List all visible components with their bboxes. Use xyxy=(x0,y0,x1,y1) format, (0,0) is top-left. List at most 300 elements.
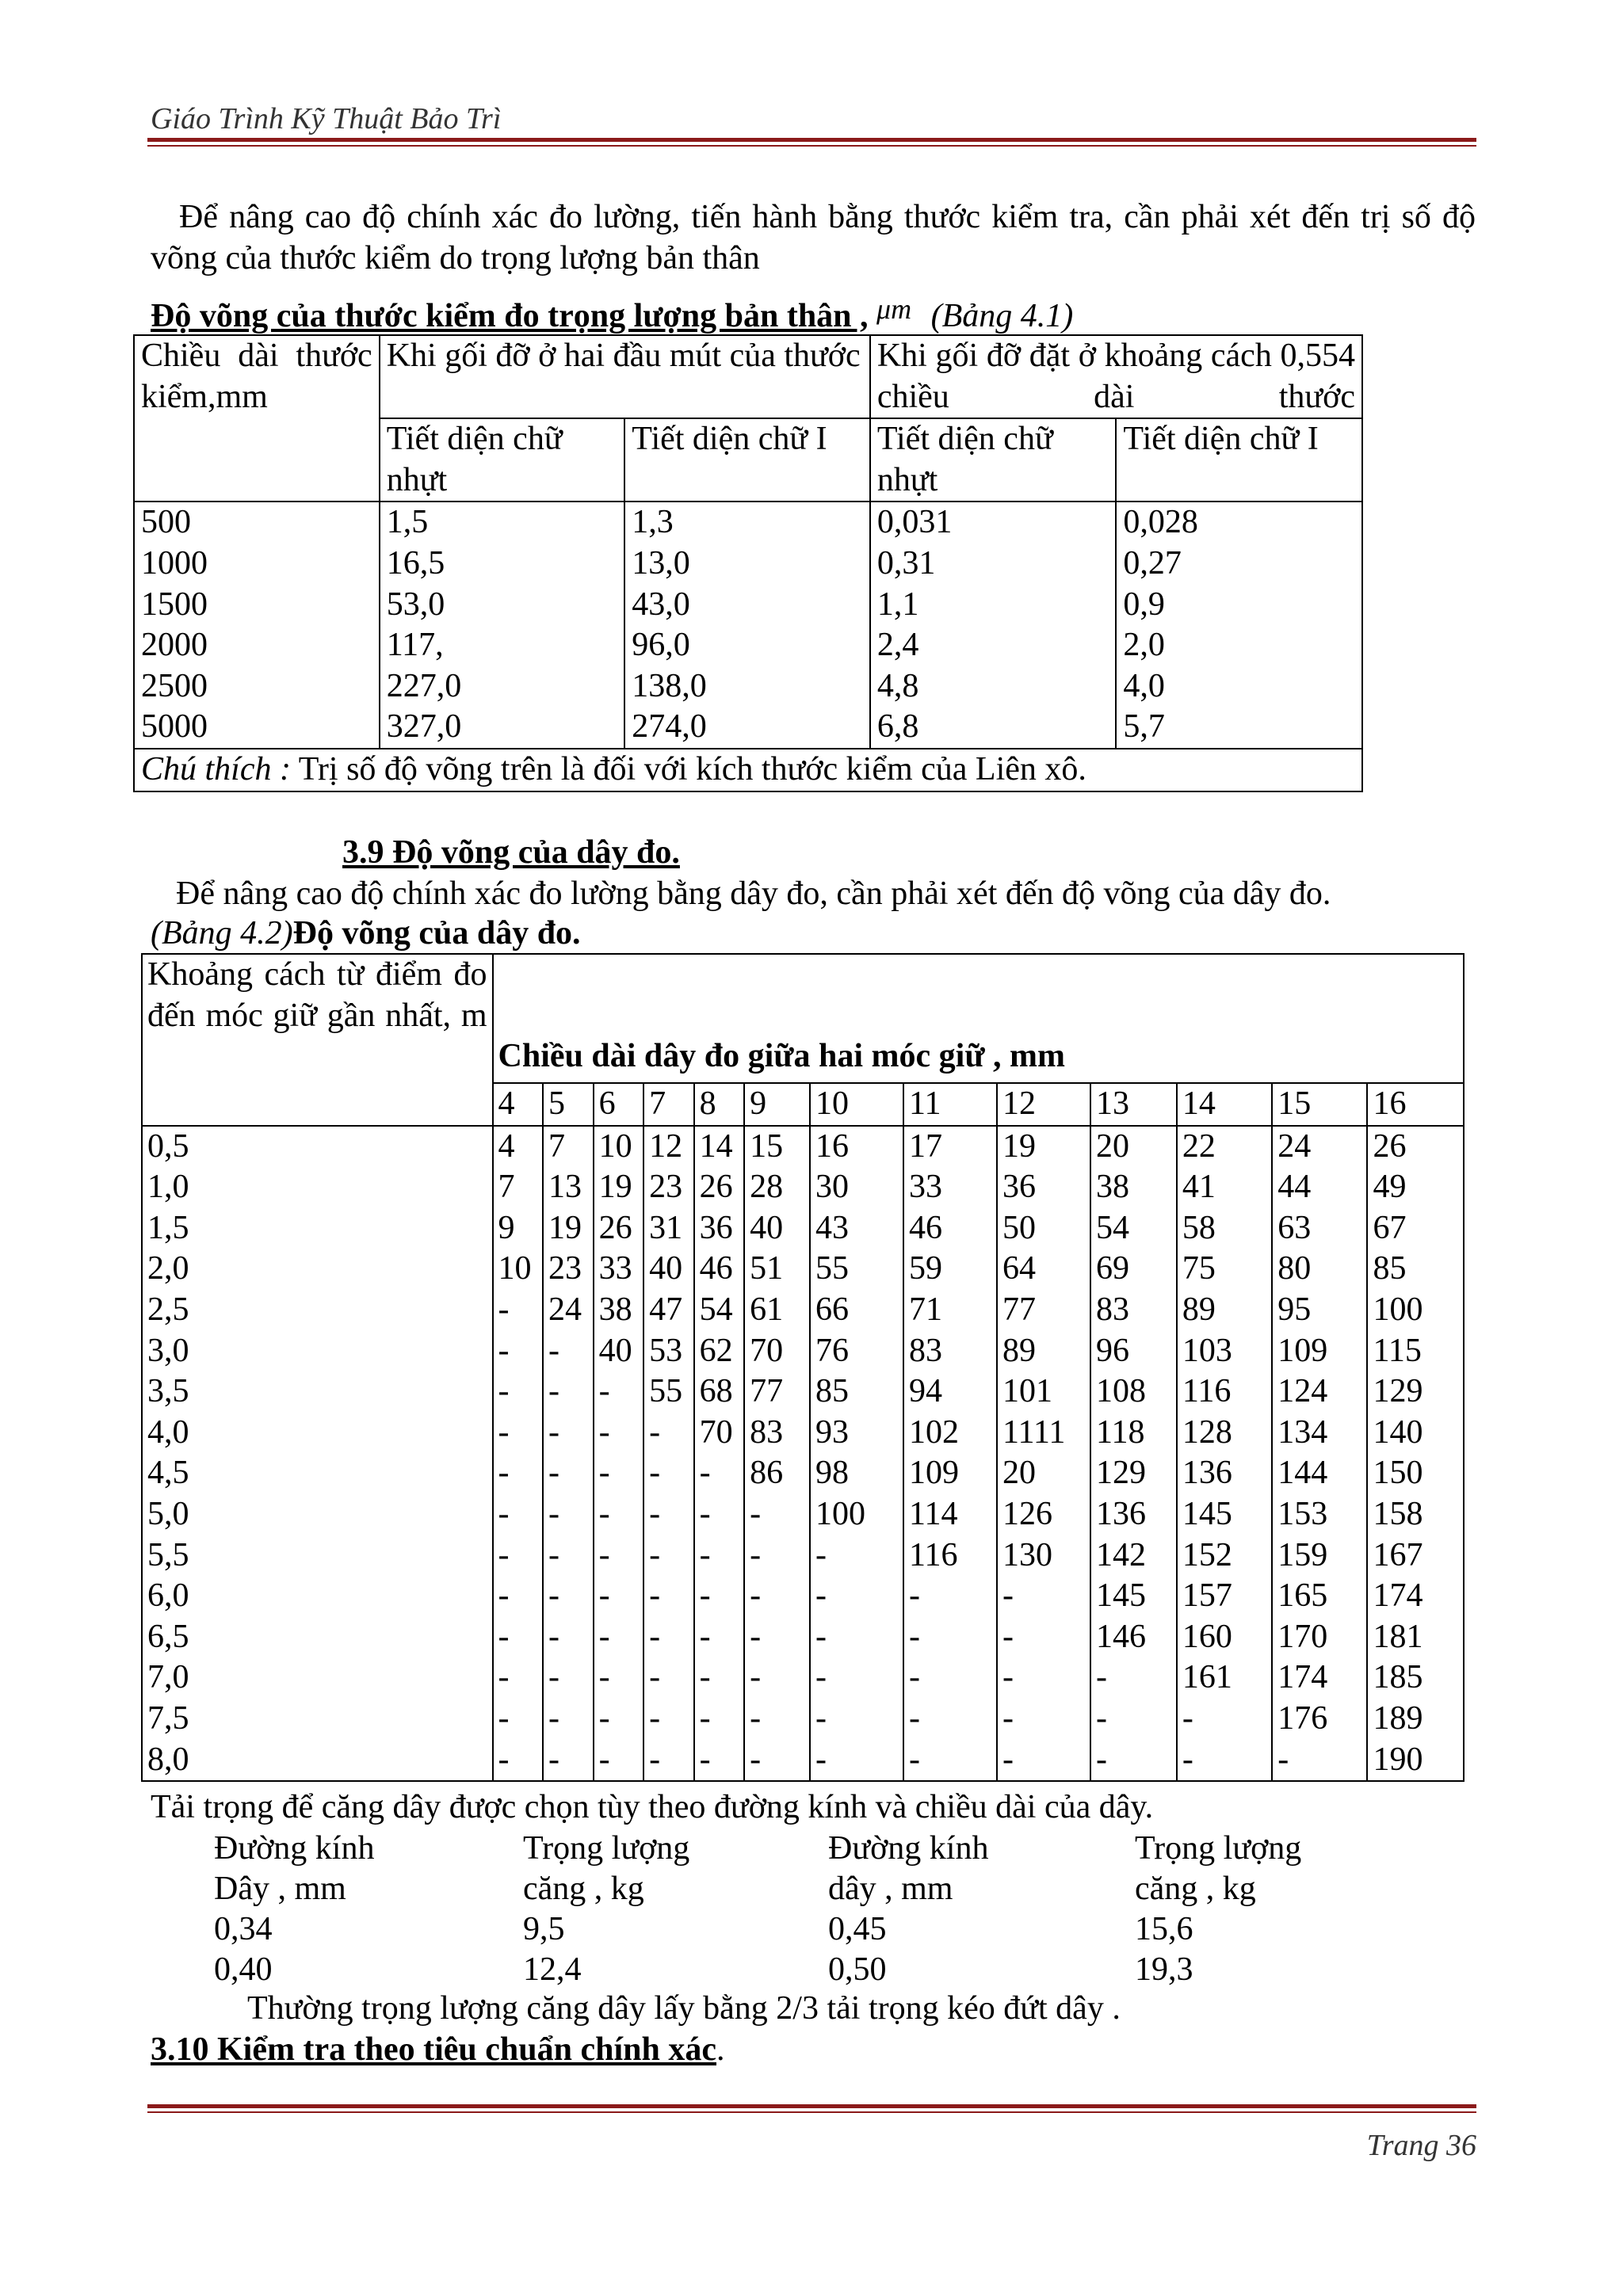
t2-cell: 129 xyxy=(1096,1455,1146,1492)
t1-cell: 4,8 xyxy=(876,667,919,704)
t2-cell: 41 xyxy=(1182,1169,1216,1206)
intro-paragraph: Để nâng cao độ chính xác đo lường, tiến hành bằng thước kiểm tra, cần phải xét đến trị số độ võng của thước kiểm do trọng lượng bản thân xyxy=(151,199,1476,277)
t2-cell: 36 xyxy=(1002,1169,1036,1206)
table1-caption-ref: (Bảng 4.1) xyxy=(930,298,1074,334)
t2-cell: - xyxy=(750,1577,762,1615)
t2-cell: 115 xyxy=(1373,1332,1422,1369)
t2-cell: 19 xyxy=(548,1209,582,1246)
t2-cell: 12 xyxy=(649,1127,683,1165)
t2-cell: 70 xyxy=(699,1413,733,1451)
t2-cell: 144 xyxy=(1277,1455,1328,1492)
t2-cell: 68 xyxy=(699,1373,733,1410)
section-3-9-title: 3.9 Độ võng của dây đo. xyxy=(342,834,680,871)
t2-distance: 8,0 xyxy=(147,1741,189,1778)
t2-cell: 46 xyxy=(909,1209,942,1246)
table-sag-ruler xyxy=(133,334,1363,792)
t2-cell: - xyxy=(548,1373,560,1410)
t1-note-text: Trị số độ võng trên là đối với kích thước kiểm của Liên xô. xyxy=(298,750,1086,788)
t2-cell: 19 xyxy=(1002,1127,1036,1165)
t2-cell: 67 xyxy=(1373,1209,1407,1246)
load-cell: dây , mm xyxy=(828,1871,953,1907)
t1-mid-rect-values xyxy=(877,502,1109,748)
t2-cell: 26 xyxy=(598,1209,632,1246)
t2-cell: 69 xyxy=(1096,1250,1129,1287)
t2-cell: 145 xyxy=(1182,1495,1232,1532)
t2-value-col xyxy=(594,1126,644,1782)
t2-distance-col xyxy=(142,1126,493,1782)
t2-cell: 174 xyxy=(1373,1577,1423,1615)
section-3-10-dot: . xyxy=(716,2031,725,2068)
t2-cell: - xyxy=(498,1699,510,1737)
t2-cell: 33 xyxy=(598,1250,632,1287)
t2-cell: - xyxy=(909,1699,920,1737)
t2-cell: - xyxy=(548,1495,560,1532)
t2-cell: - xyxy=(498,1291,510,1328)
footer-rule-thin xyxy=(147,2111,1476,2113)
t2-cell: - xyxy=(649,1618,661,1655)
t2-cell: - xyxy=(598,1536,610,1573)
t1-cell: 43,0 xyxy=(632,585,690,623)
t2-cell: 136 xyxy=(1096,1495,1146,1532)
t1-cell: 0,9 xyxy=(1123,585,1165,623)
t2-row-header: Khoảng cách từ điểm đo đến móc giữ gần nhất, m xyxy=(142,954,493,1126)
t2-cell: 51 xyxy=(750,1250,784,1287)
t2-cell: 128 xyxy=(1182,1413,1232,1451)
t2-cell: - xyxy=(909,1659,920,1696)
t2-cell: 145 xyxy=(1096,1577,1146,1615)
t2-col-header: 13 xyxy=(1090,1083,1177,1126)
t2-distance: 1,0 xyxy=(147,1169,189,1206)
t2-cell: - xyxy=(548,1618,560,1655)
t2-value-col xyxy=(1367,1126,1464,1782)
t2-cell: 170 xyxy=(1277,1618,1328,1655)
t2-cell: - xyxy=(498,1577,510,1615)
t2-cell: - xyxy=(699,1577,711,1615)
t2-cell: 124 xyxy=(1277,1373,1328,1410)
t1-cell: 2,4 xyxy=(876,627,919,664)
t2-cell: 126 xyxy=(1002,1495,1052,1532)
t2-cell: 31 xyxy=(649,1209,683,1246)
t2-cell: 15 xyxy=(750,1127,784,1165)
t2-cell: - xyxy=(548,1455,560,1492)
t2-cell: 77 xyxy=(1002,1291,1036,1328)
micrometer-unit: μm xyxy=(876,293,912,325)
t1-col-length xyxy=(134,502,380,749)
t2-cell: 53 xyxy=(649,1332,683,1369)
t2-col-header: 8 xyxy=(694,1083,745,1126)
t2-cell: 114 xyxy=(909,1495,958,1532)
t2-cell: - xyxy=(498,1618,510,1655)
t2-cell: - xyxy=(498,1455,510,1492)
t1-cell: 274,0 xyxy=(632,708,707,746)
t2-cell: 136 xyxy=(1182,1455,1232,1492)
t2-cell: 152 xyxy=(1182,1536,1232,1573)
t2-cell: 28 xyxy=(750,1169,784,1206)
t2-cell: 89 xyxy=(1002,1332,1036,1369)
t2-cell: 50 xyxy=(1002,1209,1036,1246)
t2-value-col xyxy=(903,1126,997,1782)
t1-cell: 138,0 xyxy=(632,667,707,704)
t1-group-mid: Khi gối đỡ đặt ở khoảng cách 0,554 chiều dài thước xyxy=(870,335,1362,418)
t2-cell: 19 xyxy=(598,1169,632,1206)
t2-col-header: 10 xyxy=(810,1083,903,1126)
t1-cell: 0,028 xyxy=(1123,504,1198,541)
load-cell: Đường kính xyxy=(214,1830,375,1867)
t2-cell: - xyxy=(548,1699,560,1737)
t2-cell: 83 xyxy=(1096,1291,1129,1328)
t2-cell: - xyxy=(909,1741,920,1778)
t2-cell: - xyxy=(598,1699,610,1737)
t1-cell: 117, xyxy=(386,627,444,664)
t2-cell: 86 xyxy=(750,1455,784,1492)
load-cell: căng , kg xyxy=(1135,1871,1256,1907)
t1-ends-i-values xyxy=(632,502,863,748)
t2-cell: 40 xyxy=(598,1332,632,1369)
t2-cell: - xyxy=(699,1455,711,1492)
t2-cell: 140 xyxy=(1373,1413,1423,1451)
running-header: Giáo Trình Kỹ Thuật Bảo Trì xyxy=(151,102,502,135)
t2-cell: 47 xyxy=(649,1291,683,1328)
t2-value-col xyxy=(694,1126,745,1782)
t2-cell: - xyxy=(598,1413,610,1451)
t2-cell: - xyxy=(750,1741,762,1778)
t2-cell: 181 xyxy=(1373,1618,1423,1655)
t2-cell: 58 xyxy=(1182,1209,1216,1246)
t2-cell: 16 xyxy=(815,1127,849,1165)
t2-cell: - xyxy=(699,1699,711,1737)
t2-col-header: 11 xyxy=(903,1083,997,1126)
t2-cell: 189 xyxy=(1373,1699,1423,1737)
t2-value-col xyxy=(810,1126,903,1782)
t1-cell: 500 xyxy=(141,504,191,541)
t2-cell: - xyxy=(548,1741,560,1778)
table1-caption xyxy=(151,293,1074,335)
t1-sub-i-1: Tiết diện chữ I xyxy=(624,418,870,502)
t2-cell: 89 xyxy=(1182,1291,1216,1328)
t1-sub-rect-1: Tiết diện chữ nhựt xyxy=(380,418,625,502)
t2-cell: 40 xyxy=(750,1209,784,1246)
t2-cell: 109 xyxy=(909,1455,959,1492)
t2-cell: 59 xyxy=(909,1250,942,1287)
t1-cell: 53,0 xyxy=(386,585,445,623)
t2-distance: 0,5 xyxy=(147,1127,189,1165)
t2-cell: - xyxy=(498,1373,510,1410)
t2-cell: - xyxy=(598,1455,610,1492)
t2-cell: 55 xyxy=(815,1250,849,1287)
t2-cell: 10 xyxy=(598,1127,632,1165)
t1-cell: 1500 xyxy=(141,585,208,623)
t2-cell: 17 xyxy=(909,1127,942,1165)
t2-col-header: 6 xyxy=(594,1083,644,1126)
t2-cell: 44 xyxy=(1277,1169,1312,1206)
t2-cell: - xyxy=(598,1495,610,1532)
t2-cell: 26 xyxy=(1373,1127,1407,1165)
table1-caption-title: Độ võng của thước kiểm đo trọng lượng bản thân , xyxy=(151,298,869,334)
load-cell: 0,40 xyxy=(214,1951,273,1988)
t2-cell: 100 xyxy=(815,1495,865,1532)
t2-cell: 165 xyxy=(1277,1577,1328,1615)
t2-cell: 4 xyxy=(498,1127,515,1165)
t2-cell: - xyxy=(598,1618,610,1655)
t2-cell: 101 xyxy=(1002,1373,1052,1410)
t1-cell: 2500 xyxy=(141,667,208,704)
t2-cell: 76 xyxy=(815,1332,849,1369)
t2-cell: - xyxy=(1096,1699,1107,1737)
section-3-10 xyxy=(151,2031,724,2069)
t2-cell: 160 xyxy=(1182,1618,1232,1655)
t2-col-header: 5 xyxy=(543,1083,594,1126)
load-note: Thường trọng lượng căng dây lấy bằng 2/3 tải trọng kéo đứt dây . xyxy=(247,1990,1121,2027)
t2-cell: 1111 xyxy=(1002,1413,1066,1451)
t2-cell: 93 xyxy=(815,1413,849,1451)
load-cell: 0,50 xyxy=(828,1951,887,1988)
t1-cell: 5,7 xyxy=(1123,708,1165,746)
t2-cell: 49 xyxy=(1373,1169,1407,1206)
t1-cell: 1,5 xyxy=(386,504,429,541)
t1-cell: 5000 xyxy=(141,708,208,746)
t2-cell: 23 xyxy=(548,1250,582,1287)
t2-cell: - xyxy=(1002,1659,1014,1696)
t2-cell: - xyxy=(649,1659,661,1696)
t2-cell: - xyxy=(498,1413,510,1451)
t2-cell: 158 xyxy=(1373,1495,1423,1532)
t2-cell: 167 xyxy=(1373,1536,1423,1573)
t2-cell: - xyxy=(1002,1577,1014,1615)
t2-cell: - xyxy=(815,1699,827,1737)
t2-cell: - xyxy=(699,1741,711,1778)
t2-cell: - xyxy=(699,1536,711,1573)
t2-cell: - xyxy=(649,1577,661,1615)
t2-cell: - xyxy=(598,1741,610,1778)
t2-cell: 33 xyxy=(909,1169,942,1206)
t2-cell: 63 xyxy=(1277,1209,1312,1246)
t2-value-col xyxy=(1272,1126,1367,1782)
t2-distance: 4,5 xyxy=(147,1455,189,1492)
t2-cell: 20 xyxy=(1002,1455,1036,1492)
t2-cell: 98 xyxy=(815,1455,849,1492)
t2-col-header: 12 xyxy=(997,1083,1090,1126)
t2-value-col xyxy=(643,1126,694,1782)
t2-cell: 142 xyxy=(1096,1536,1146,1573)
t2-distance: 3,5 xyxy=(147,1373,189,1410)
t2-cell: 130 xyxy=(1002,1536,1052,1573)
t2-cell: 134 xyxy=(1277,1413,1328,1451)
t2-cell: 20 xyxy=(1096,1127,1129,1165)
t2-distance: 3,0 xyxy=(147,1332,189,1369)
t2-distance: 7,0 xyxy=(147,1659,189,1696)
t2-cell: 43 xyxy=(815,1209,849,1246)
t1-cell: 227,0 xyxy=(386,667,462,704)
t2-cell: 157 xyxy=(1182,1577,1232,1615)
t2-cell: 102 xyxy=(909,1413,959,1451)
t2-cell: - xyxy=(699,1495,711,1532)
t2-cell: 71 xyxy=(909,1291,942,1328)
t2-cell: 26 xyxy=(699,1169,733,1206)
t2-cell: - xyxy=(1182,1699,1193,1737)
t2-cell: 70 xyxy=(750,1332,784,1369)
t2-cell: - xyxy=(649,1413,661,1451)
t1-cell: 4,0 xyxy=(1123,667,1165,704)
t1-length-values xyxy=(141,502,372,748)
t2-distance: 4,0 xyxy=(147,1413,189,1451)
t2-cell: - xyxy=(548,1332,560,1369)
table2-caption xyxy=(151,914,581,952)
t2-cell: 100 xyxy=(1373,1291,1423,1328)
t2-distance: 5,0 xyxy=(147,1495,189,1532)
t1-note-label: Chú thích : xyxy=(141,750,291,788)
t2-cell: 109 xyxy=(1277,1332,1328,1369)
t2-cell: 54 xyxy=(699,1291,733,1328)
t2-cell: 66 xyxy=(815,1291,849,1328)
t2-cell: - xyxy=(1002,1699,1014,1737)
t2-col-header: 15 xyxy=(1272,1083,1367,1126)
t2-cell: - xyxy=(1182,1741,1193,1778)
t2-cell: 38 xyxy=(1096,1169,1129,1206)
t2-cell: - xyxy=(598,1577,610,1615)
t2-cell: 46 xyxy=(699,1250,733,1287)
t2-cell: 174 xyxy=(1277,1659,1328,1696)
t2-cell: - xyxy=(815,1618,827,1655)
t2-cell: 190 xyxy=(1373,1741,1423,1778)
t1-cell: 1,1 xyxy=(876,585,919,623)
t2-distance: 6,0 xyxy=(147,1577,189,1615)
t2-cell: - xyxy=(1096,1741,1107,1778)
t2-cell: - xyxy=(649,1699,661,1737)
load-intro: Tải trọng để căng dây được chọn tùy theo đường kính và chiều dài của dây. xyxy=(151,1789,1154,1825)
load-cell: 0,34 xyxy=(214,1911,273,1947)
t2-cell: 64 xyxy=(1002,1250,1036,1287)
t2-cell: - xyxy=(548,1577,560,1615)
t2-cell: - xyxy=(815,1577,827,1615)
t2-cell: 80 xyxy=(1277,1250,1312,1287)
load-cell: Dây , mm xyxy=(214,1871,346,1907)
load-cell: Trọng lượng xyxy=(1135,1830,1302,1867)
t2-cell: 176 xyxy=(1277,1699,1328,1737)
t1-ends-rect-values xyxy=(387,502,618,748)
t1-col-mid-i xyxy=(1116,502,1362,749)
t2-cell: - xyxy=(699,1618,711,1655)
t2-cell: 14 xyxy=(699,1127,733,1165)
t2-cell: - xyxy=(649,1536,661,1573)
t2-col-header: 7 xyxy=(643,1083,694,1126)
t2-cell: 38 xyxy=(598,1291,632,1328)
t2-cell: 159 xyxy=(1277,1536,1328,1573)
t2-cell: - xyxy=(1002,1618,1014,1655)
t2-cell: - xyxy=(815,1659,827,1696)
t1-cell: 1000 xyxy=(141,544,208,582)
t2-col-group: Chiều dài dây đo giữa hai móc giữ , mm xyxy=(493,954,1464,1083)
t2-cell: 83 xyxy=(750,1413,784,1451)
t1-cell: 1,3 xyxy=(632,504,674,541)
t1-cell: 6,8 xyxy=(876,708,919,746)
t2-cell: - xyxy=(815,1536,827,1573)
t2-cell: 116 xyxy=(1182,1373,1232,1410)
t2-distance: 6,5 xyxy=(147,1618,189,1655)
t2-cell: - xyxy=(750,1536,762,1573)
t2-cell: - xyxy=(815,1741,827,1778)
t2-cell: 129 xyxy=(1373,1373,1423,1410)
t2-cell: - xyxy=(498,1536,510,1573)
t2-cell: 54 xyxy=(1096,1209,1129,1246)
t2-distance: 5,5 xyxy=(147,1536,189,1573)
t2-distance: 1,5 xyxy=(147,1209,189,1246)
t2-cell: - xyxy=(598,1373,610,1410)
t2-distance: 2,0 xyxy=(147,1250,189,1287)
t2-cell: - xyxy=(909,1618,920,1655)
t2-cell: 96 xyxy=(1096,1332,1129,1369)
t2-col-header: 16 xyxy=(1367,1083,1464,1126)
t1-col-ends-rect xyxy=(380,502,625,749)
t1-mid-i-values xyxy=(1123,502,1355,748)
t2-cell: - xyxy=(1277,1741,1289,1778)
load-cell: 12,4 xyxy=(523,1951,582,1988)
t2-distance: 7,5 xyxy=(147,1699,189,1737)
t2-cell: 7 xyxy=(498,1169,515,1206)
load-cell: Trọng lượng xyxy=(523,1830,690,1867)
t2-cell: - xyxy=(498,1659,510,1696)
t2-cell: - xyxy=(598,1659,610,1696)
t2-cell: - xyxy=(548,1413,560,1451)
t1-cell: 0,27 xyxy=(1123,544,1182,582)
t2-cell: 40 xyxy=(649,1250,683,1287)
t2-value-col xyxy=(543,1126,594,1782)
load-cell: căng , kg xyxy=(523,1871,644,1907)
t2-cell: 13 xyxy=(548,1169,582,1206)
t2-cell: 7 xyxy=(548,1127,566,1165)
t2-cell: - xyxy=(1002,1741,1014,1778)
table2-caption-ref: (Bảng 4.2) xyxy=(151,915,293,952)
t2-cell: - xyxy=(649,1741,661,1778)
t2-cell: 85 xyxy=(815,1373,849,1410)
t2-cell: - xyxy=(498,1332,510,1369)
load-cell: 19,3 xyxy=(1135,1951,1193,1988)
t2-cell: 153 xyxy=(1277,1495,1328,1532)
t2-cell: 75 xyxy=(1182,1250,1216,1287)
load-cell: 15,6 xyxy=(1135,1911,1193,1947)
t1-note xyxy=(134,749,1362,791)
t2-value-col xyxy=(1177,1126,1272,1782)
t2-cell: 94 xyxy=(909,1373,942,1410)
t2-cell: 55 xyxy=(649,1373,683,1410)
t1-cell: 0,31 xyxy=(876,544,936,582)
t1-cell: 0,031 xyxy=(876,504,953,541)
t2-cell: 22 xyxy=(1182,1127,1216,1165)
table2-caption-title: Độ võng của dây đo. xyxy=(292,915,581,952)
t2-cell: 30 xyxy=(815,1169,849,1206)
t2-cell: 9 xyxy=(498,1209,515,1246)
t2-cell: - xyxy=(750,1699,762,1737)
t2-cell: - xyxy=(548,1536,560,1573)
t1-cell: 16,5 xyxy=(386,544,445,582)
load-cell: Đường kính xyxy=(828,1830,989,1867)
t2-cell: - xyxy=(1096,1659,1107,1696)
t2-col-header: 14 xyxy=(1177,1083,1272,1126)
t1-sub-rect-2: Tiết diện chữ nhựt xyxy=(870,418,1117,502)
t2-cell: 62 xyxy=(699,1332,733,1369)
footer-rule-thick xyxy=(147,2104,1476,2108)
page-number: Trang 36 xyxy=(1366,2129,1476,2162)
t2-cell: - xyxy=(909,1577,920,1615)
header-rule-thick xyxy=(147,138,1476,142)
t2-cell: 36 xyxy=(699,1209,733,1246)
t2-cell: 118 xyxy=(1096,1413,1145,1451)
load-cell: 9,5 xyxy=(523,1911,565,1947)
t2-cell: - xyxy=(649,1495,661,1532)
t2-cell: 23 xyxy=(649,1169,683,1206)
t2-cell: - xyxy=(750,1495,762,1532)
load-cell: 0,45 xyxy=(828,1911,887,1947)
table-sag-wire xyxy=(141,953,1465,1782)
